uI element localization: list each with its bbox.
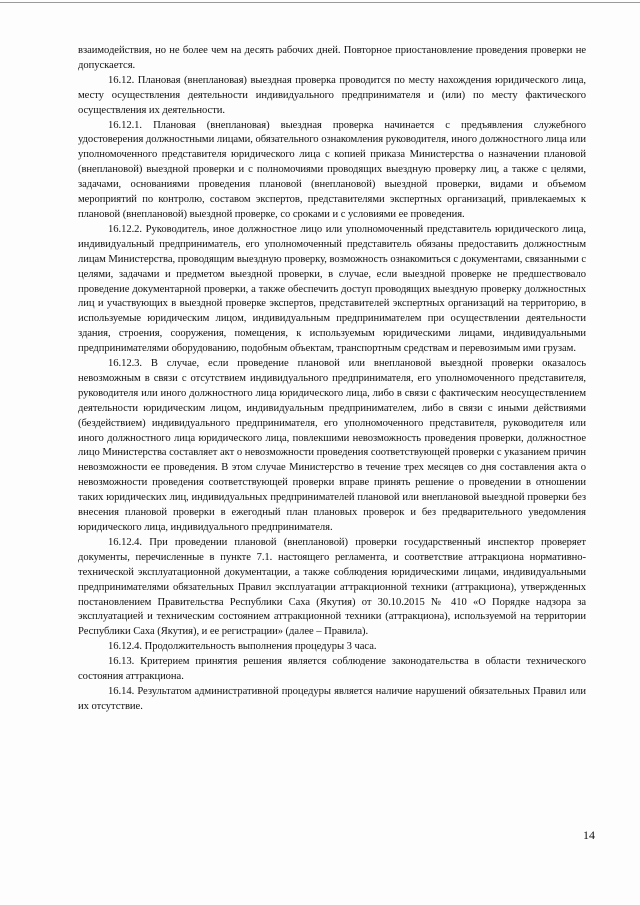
paragraph-continuation: взаимодействия, но не более чем на десять рабочих дней. Повторное приостановление проведения проверки не допускается. [78,45,586,71]
paragraph-16-12: 16.12. Плановая (внеплановая) выездная проверка проводится по месту нахождения юридического лица, месту осуществления деятельности индивидуального предпринимателя и (или) по месту фактического осуществления их деятельности. [78,74,586,116]
paragraph-16-12-2: 16.12.2. Руководитель, иное должностное лицо или уполномоченный представитель юридического лица, индивидуальный предприниматель, его уполномоченный представитель обязаны предоставить должностным лицам Министерства, проводящим выездную проверку, возможность ознакомиться с документами, связанными с целями, задачами и предметом выездной проверки, в случае, если выездной проверке не предшествовало проведение документарной проверки, а также обеспечить доступ проводящих выездную проверку должностных лиц и участвующих в выездной проверке экспертов, представителей экспертных организаций на территорию, в используемые юридическим лицом, индивидуальным предпринимателем при осуществлении деятельности здания, строения, сооружения, помещения, к используемым юридическими лицами, индивидуальными предпринимателями оборудованию, подобным объектам, транспортным средствам и перевозимым ими грузам. [78,223,586,355]
paragraph-16-12-4: 16.12.4. При проведении плановой (внеплановой) проверки государственный инспектор проверяет документы, перечисленные в пункте 7.1. настоящего регламента, и соответствие аттракциона нормативно-технической эксплуатационной документации, а также соблюдения юридическими лицами, индивидуальными предпринимателями обязательных Правил эксплуатации аттракционной техники (аттракциона), утвержденных постановлением Правительства Республики Саха (Якутия) от 30.10.2015 № 410 «О Порядке надзора за эксплуатацией и техническим состоянием аттракционной техники (аттракциона), используемой на территории Республики Саха (Якутия), и ее регистрации» (далее – Правила). [78,536,586,638]
document-body [78,44,586,715]
paragraph-16-13: 16.13. Критерием принятия решения является соблюдение законодательства в области технического состояния аттракциона. [78,656,586,683]
paragraph-16-12-1: 16.12.1. Плановая (внеплановая) выездная проверка начинается с предъявления служебного удостоверения должностными лицами, обязательного ознакомления руководителя, иного должностного лица или уполномоченного представителя юридического лица с копией приказа Министерства о назначении плановой (внеплановой) выездной проверки и с полномочиями проводящих выездную проверку лиц, а также с целями, задачами, основаниями проведения плановой (внеплановой) выездной проверки, видами и объемом мероприятий по контролю, составом экспертов, представителями экспертных организаций, привлекаемых к плановой (внеплановой) выездной проверке, со сроками и с условиями ее проведения. [78,119,586,220]
paragraph-16-14: 16.14. Результатом административной процедуры является наличие нарушений обязательных Правил или их отсутствие. [78,685,586,712]
page-number: 14 [583,828,595,842]
top-border-line [0,2,640,3]
paragraph-16-12-3: 16.12.3. В случае, если проведение плановой или внеплановой выездной проверки оказалось невозможным в связи с отсутствием индивидуального предпринимателя, его уполномоченного представителя, руководителя или иного должностного лица юридического лица, либо в связи с фактическим неосуществлением деятельности юридическим лицом, индивидуальным предпринимателем, либо в связи с иными действиями (бездействием) индивидуального предпринимателя, его уполномоченного представителя, руководителя или иного должностного лица юридического лица, повлекшими невозможность проведения проверки, должностное лицо Министерства составляет акт о невозможности проведения соответствующей проверки с указанием причин невозможности ее проведения. В этом случае Министерство в течение трех месяцев со дня составления акта о невозможности проведения соответствующей проверки вправе принять решение о проведении в отношении таких юридических лиц, индивидуальных предпринимателей плановой или внеплановой выездной проверки без внесения плановой проверки в ежегодный план плановых проверок и без предварительного уведомления юридического лица, индивидуального предпринимателя. [78,358,586,533]
paragraph-16-12-4-duration: 16.12.4. Продолжительность выполнения процедуры 3 часа. [108,641,377,653]
